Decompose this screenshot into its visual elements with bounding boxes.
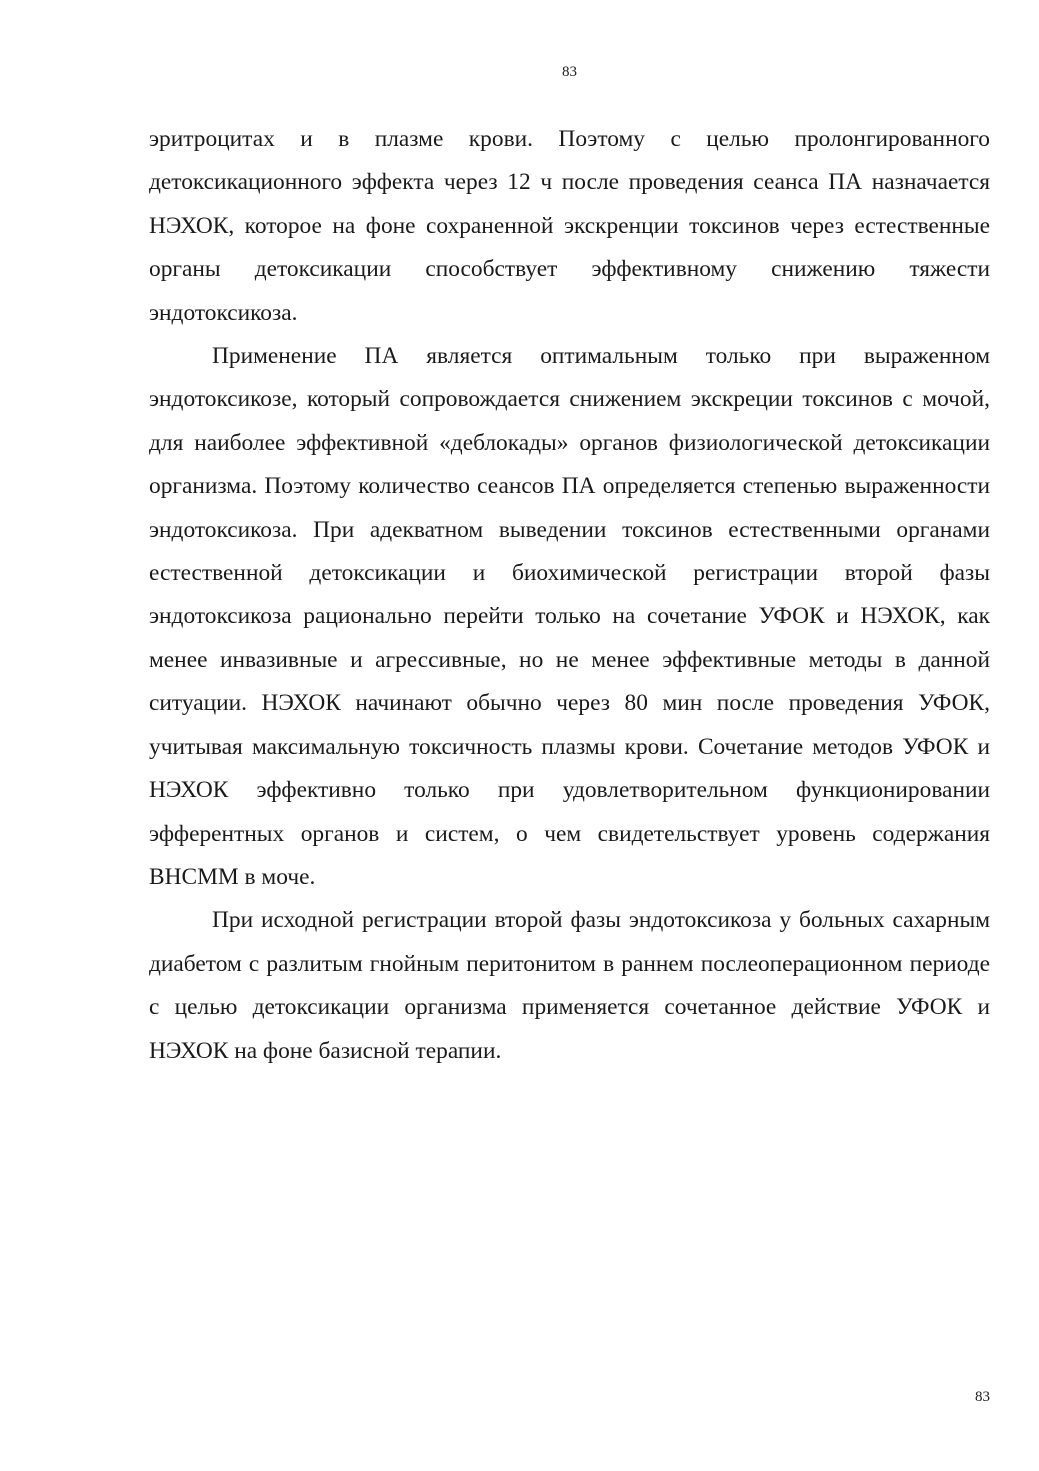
page-number-top: 83: [562, 64, 577, 80]
page-number-bottom: 83: [975, 1389, 990, 1405]
paragraph-continuation: эритроцитах и в плазме крови. Поэтому с целью пролонгированного детоксикационного эффекта через 12 ч после проведения сеанса ПА назначается НЭХОК, которое на фоне сохраненной экскренции токсинов через естественные органы детоксикации способствует эффективному снижению тяжести эндотоксикоза.: [149, 126, 990, 326]
paragraph-initial-registration: При исходной регистрации второй фазы эндотоксикоза у больных сахарным диабетом с разлитым гнойным перитонитом в раннем послеоперационном периоде с целью детоксикации организма применяется сочетанное действие УФОК и НЭХОК на фоне базисной терапии.: [149, 907, 990, 1064]
document-body: [149, 118, 990, 1073]
paragraph-pa-application: Применение ПА является оптимальным только при выраженном эндотоксикозе, который сопровождается снижением экскреции токсинов с мочой, для наиболее эффективной «деблокады» органов физиологической детоксикации организма. Поэтому количество сеансов ПА определяется степенью выраженности эндотоксикоза. При адекватном выведении токсинов естественными органами естественной детоксикации и биохимической регистрации второй фазы эндотоксикоза рационально перейти только на сочетание УФОК и НЭХОК, как менее инвазивные и агрессивные, но не менее эффективные методы в данной ситуации. НЭХОК начинают обычно через 80 мин после проведения УФОК, учитывая максимальную токсичность плазмы крови. Сочетание методов УФОК и НЭХОК эффективно только при удовлетворительном функционировании эфферентных органов и систем, о чем свидетельствует уровень содержания ВНСММ в моче.: [149, 343, 990, 890]
